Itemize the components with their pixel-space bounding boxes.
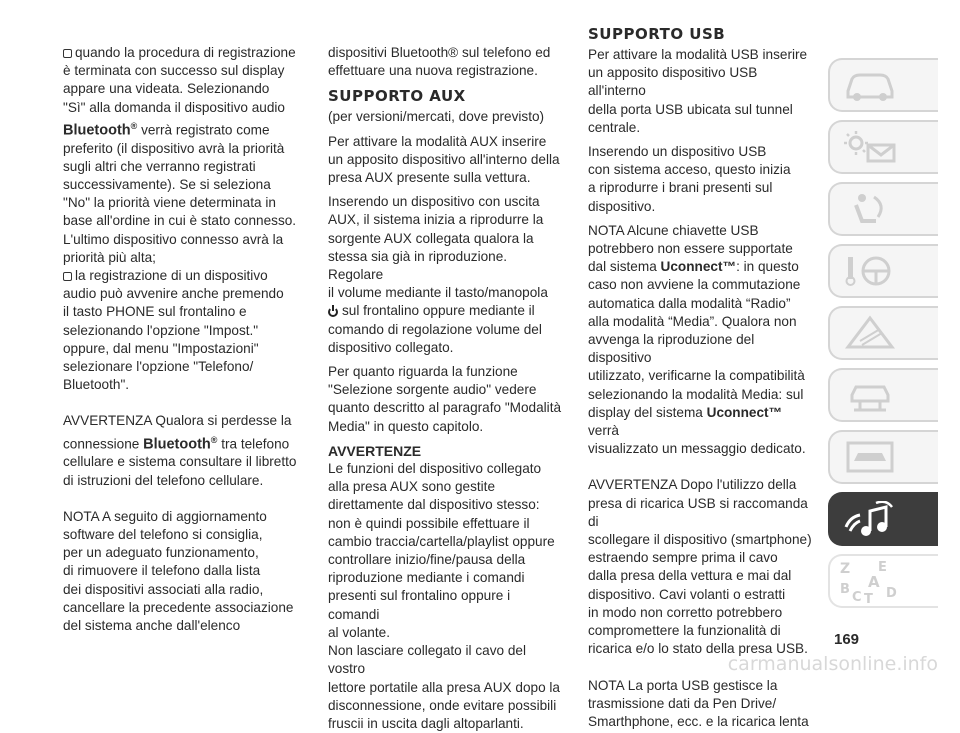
text-span: connessione xyxy=(63,436,140,452)
checkbox-bullet-icon xyxy=(63,49,72,58)
text-line: Per quanto riguarda la funzione xyxy=(328,364,518,380)
text-line xyxy=(328,302,564,320)
warning-line: presa di ricarica USB si raccomanda di xyxy=(588,495,808,529)
column-2 xyxy=(328,44,564,733)
spacer xyxy=(588,458,814,476)
warning-line: estraendo sempre prima il cavo xyxy=(588,550,778,566)
text-line: dispositivi Bluetooth® sul telefono ed xyxy=(328,45,551,60)
text-line: a riprodurre i brani presenti sul xyxy=(588,180,773,196)
note-line: caso non avviene la commutazione xyxy=(588,277,801,293)
letter-c: C xyxy=(852,590,862,603)
text-line: non è quindi possibile effettuare il xyxy=(328,515,530,531)
uconnect-brand: Uconnect™ xyxy=(706,404,783,420)
seat-airbag-icon xyxy=(840,191,900,227)
text-line: Per attivare la modalità AUX inserire xyxy=(328,133,547,149)
text-span: sul frontalino oppure mediante il xyxy=(342,303,535,319)
uconnect-brand: Uconnect™ xyxy=(660,259,737,275)
section-heading-aux: SUPPORTO AUX xyxy=(328,87,466,106)
text-line: dispositivo collegato. xyxy=(328,339,454,355)
text-span: verrà xyxy=(588,423,619,439)
text-span: verrà registrato come xyxy=(141,122,270,138)
text-line: controllare inizio/fine/pausa della xyxy=(328,552,526,568)
note-line: di rimuovere il telefono dalla lista xyxy=(63,563,261,579)
text-line: effettuare una nuova registrazione. xyxy=(328,63,538,79)
letter-b: B xyxy=(840,582,850,597)
text-line: disconnessione, onde evitare possibili xyxy=(328,697,557,713)
letter-d: D xyxy=(886,586,897,601)
bullet-item-1 xyxy=(63,44,306,62)
text-line: dispositivo. xyxy=(588,198,656,214)
tab-emergency[interactable] xyxy=(828,306,938,360)
note-line: dei dispositivi associati alla radio, xyxy=(63,581,264,597)
warning-line: in modo non corretto potrebbero xyxy=(588,604,783,620)
note-line: cancellare la precedente associazione xyxy=(63,599,294,615)
text-line: un apposito dispositivo all'interno della xyxy=(328,151,560,167)
text-line: cambio traccia/cartella/playlist oppure xyxy=(328,533,555,549)
note-line: visualizzato un messaggio dedicato. xyxy=(588,441,806,457)
text-line: Inserendo un dispositivo con uscita xyxy=(328,194,540,210)
tab-multimedia[interactable] xyxy=(828,492,938,546)
warning-line: compromettere la funzionalità di xyxy=(588,623,781,639)
note-line: Smarthphone, ecc. e la ricarica lenta xyxy=(588,713,809,729)
steering-key-icon xyxy=(840,253,900,289)
text-line: un apposito dispositivo USB all'interno xyxy=(588,65,758,99)
text-line: fruscii in uscita dagli altoparlanti. xyxy=(328,715,524,731)
warning-line: scollegare il dispositivo (smartphone) xyxy=(588,532,812,548)
text-line: Per attivare la modalità USB inserire xyxy=(588,47,808,62)
tab-driving[interactable] xyxy=(828,244,938,298)
warning-line: dispositivo. Cavi volanti o estratti xyxy=(588,586,786,602)
text-line: con sistema acceso, questo inizia xyxy=(588,162,791,178)
chapter-tabs xyxy=(828,58,938,616)
bullet-item-2 xyxy=(63,267,306,285)
text-line: AUX, il sistema inizia a riprodurre la xyxy=(328,212,544,228)
section-subtitle: (per versioni/mercati, dove previsto) xyxy=(328,109,545,125)
sun-envelope-icon xyxy=(840,129,900,165)
note-line: potrebbero non essere supportate xyxy=(588,241,793,257)
tab-maintenance[interactable] xyxy=(828,368,938,422)
watermark-footer: carmanualsonline.info xyxy=(727,653,938,675)
warning-line: dalla presa della vettura e mai dal xyxy=(588,568,792,584)
text-line: Bluetooth". xyxy=(63,377,130,393)
car-icon xyxy=(840,67,900,103)
text-line: lettore portatile alla presa AUX dopo la xyxy=(328,679,560,695)
spacer xyxy=(63,490,306,508)
text-line: appare una videata. Selezionando xyxy=(63,81,270,97)
power-knob-icon xyxy=(328,307,338,317)
tab-lights-messages[interactable] xyxy=(828,120,938,174)
note-line xyxy=(588,404,814,440)
text-line: quanto descritto al paragrafo "Modalità xyxy=(328,400,562,416)
text-line: selezionando l'opzione "Impost." xyxy=(63,322,259,338)
text-span: tra telefono xyxy=(221,436,290,452)
note-line: del sistema anche dall'elenco xyxy=(63,617,241,633)
column-3 xyxy=(588,25,814,731)
text-line: il tasto PHONE sul frontalino e xyxy=(63,304,247,320)
text-line: audio può avvenire anche premendo xyxy=(63,286,284,302)
text-line: comando di regolazione volume del xyxy=(328,321,542,337)
bluetooth-brand: Bluetooth xyxy=(63,122,131,139)
warning-line: AVVERTENZA Dopo l'utilizzo della xyxy=(588,477,797,493)
warning-line: cellulare e sistema consultare il libretto xyxy=(63,454,297,470)
tab-index[interactable] xyxy=(828,554,938,608)
text-line: "Selezione sorgente audio" vedere xyxy=(328,382,537,398)
music-wireless-icon xyxy=(840,501,900,541)
note-line xyxy=(588,258,814,276)
note-line: selezionando la modalità Media: sul xyxy=(588,386,804,402)
text-line: base all'ordine in cui è stato connesso. xyxy=(63,213,297,229)
text-line: il volume mediante il tasto/manopola xyxy=(328,285,548,301)
note-line: per un adeguato funzionamento, xyxy=(63,545,259,561)
note-line: trasmissione dati da Pen Drive/ xyxy=(588,695,777,711)
text-line: priorità più alta; xyxy=(63,249,156,265)
note-line: automatica dalla modalità “Radio” xyxy=(588,295,791,311)
letter-a: A xyxy=(868,573,880,591)
text-line: Non lasciare collegato il cavo del vostro xyxy=(328,643,526,677)
letter-z: Z xyxy=(840,561,851,577)
text-line: Media" in questo capitolo. xyxy=(328,418,484,434)
note-line: NOTA Alcune chiavette USB xyxy=(588,222,759,238)
text-line: stessa sia già in riproduzione. Regolare xyxy=(328,248,508,283)
text-line: riproduzione mediante i comandi xyxy=(328,570,525,586)
tab-safety[interactable] xyxy=(828,182,938,236)
text-line xyxy=(63,117,306,140)
alphabet-index-icon xyxy=(834,559,904,603)
checkbox-bullet-icon xyxy=(63,272,72,281)
text-line: Le funzioni del dispositivo collegato xyxy=(328,461,542,477)
text-line: L'ultimo dispositivo connesso avrà la xyxy=(63,231,284,247)
warning-line xyxy=(63,431,306,454)
tab-vehicle[interactable] xyxy=(828,58,938,112)
letter-t: T xyxy=(864,592,873,603)
text-line: direttamente dal dispositivo stesso: xyxy=(328,497,540,513)
text-line: presenti sul frontalino oppure i comandi xyxy=(328,588,511,622)
text-line: preferito (il dispositivo avrà la priorità xyxy=(63,140,285,156)
warning-triangle-icon xyxy=(840,315,900,351)
text-span: display del sistema xyxy=(588,404,703,420)
note-line: utilizzato, verificarne la compatibilità xyxy=(588,368,805,384)
warning-line: ricarica e/o lo stato della presa USB. xyxy=(588,641,808,657)
note-line: alla modalità “Media”. Qualora non xyxy=(588,313,797,329)
text-line: quando la procedura di registrazione xyxy=(75,45,296,60)
text-line: "No" la priorità viene determinata in xyxy=(63,195,276,211)
text-line: al volante. xyxy=(328,624,390,640)
warnings-heading: AVVERTENZE xyxy=(328,442,422,459)
note-line: NOTA A seguito di aggiornamento xyxy=(63,508,267,524)
text-line: presa AUX presente sulla vettura. xyxy=(328,170,531,186)
car-lift-icon xyxy=(840,377,900,413)
tab-technical-data[interactable] xyxy=(828,430,938,484)
section-heading-usb: SUPPORTO USB xyxy=(588,25,726,43)
warning-line: di istruzioni del telefono cellulare. xyxy=(63,472,264,488)
note-line: avvenga la riproduzione del dispositivo xyxy=(588,332,755,366)
text-line: sugli altri che verranno registrati xyxy=(63,158,256,174)
text-line: oppure, dal menu "Impostazioni" xyxy=(63,340,259,356)
letter-e: E xyxy=(878,560,887,575)
warning-line: AVVERTENZA Qualora si perdesse la xyxy=(63,413,292,429)
text-line: la registrazione di un dispositivo xyxy=(75,267,268,283)
spacer xyxy=(63,394,306,412)
text-line: Inserendo un dispositivo USB xyxy=(588,144,767,160)
text-line: della porta USB ubicata sul tunnel xyxy=(588,101,793,117)
text-line: è terminata con successo sul display xyxy=(63,63,285,79)
text-line: "Sì" alla domanda il dispositivo audio xyxy=(63,99,285,115)
registered-mark: ® xyxy=(130,120,138,131)
note-line: software del telefono si consiglia, xyxy=(63,526,263,542)
page-number: 169 xyxy=(834,631,860,648)
text-span: : in questo xyxy=(736,259,799,275)
bluetooth-brand: Bluetooth xyxy=(143,436,211,453)
specs-car-icon xyxy=(840,439,900,475)
text-line: alla presa AUX sono gestite xyxy=(328,479,496,495)
note-line: NOTA La porta USB gestisce la xyxy=(588,677,778,693)
column-1 xyxy=(63,44,306,635)
text-line: selezionare l'opzione "Telefono/ xyxy=(63,358,254,374)
registered-mark: ® xyxy=(210,434,218,445)
text-line: centrale. xyxy=(588,119,641,135)
text-line: successivamente). Se si seleziona xyxy=(63,176,271,192)
text-span: dal sistema xyxy=(588,259,657,275)
text-line: sorgente AUX collegata qualora la xyxy=(328,230,534,246)
